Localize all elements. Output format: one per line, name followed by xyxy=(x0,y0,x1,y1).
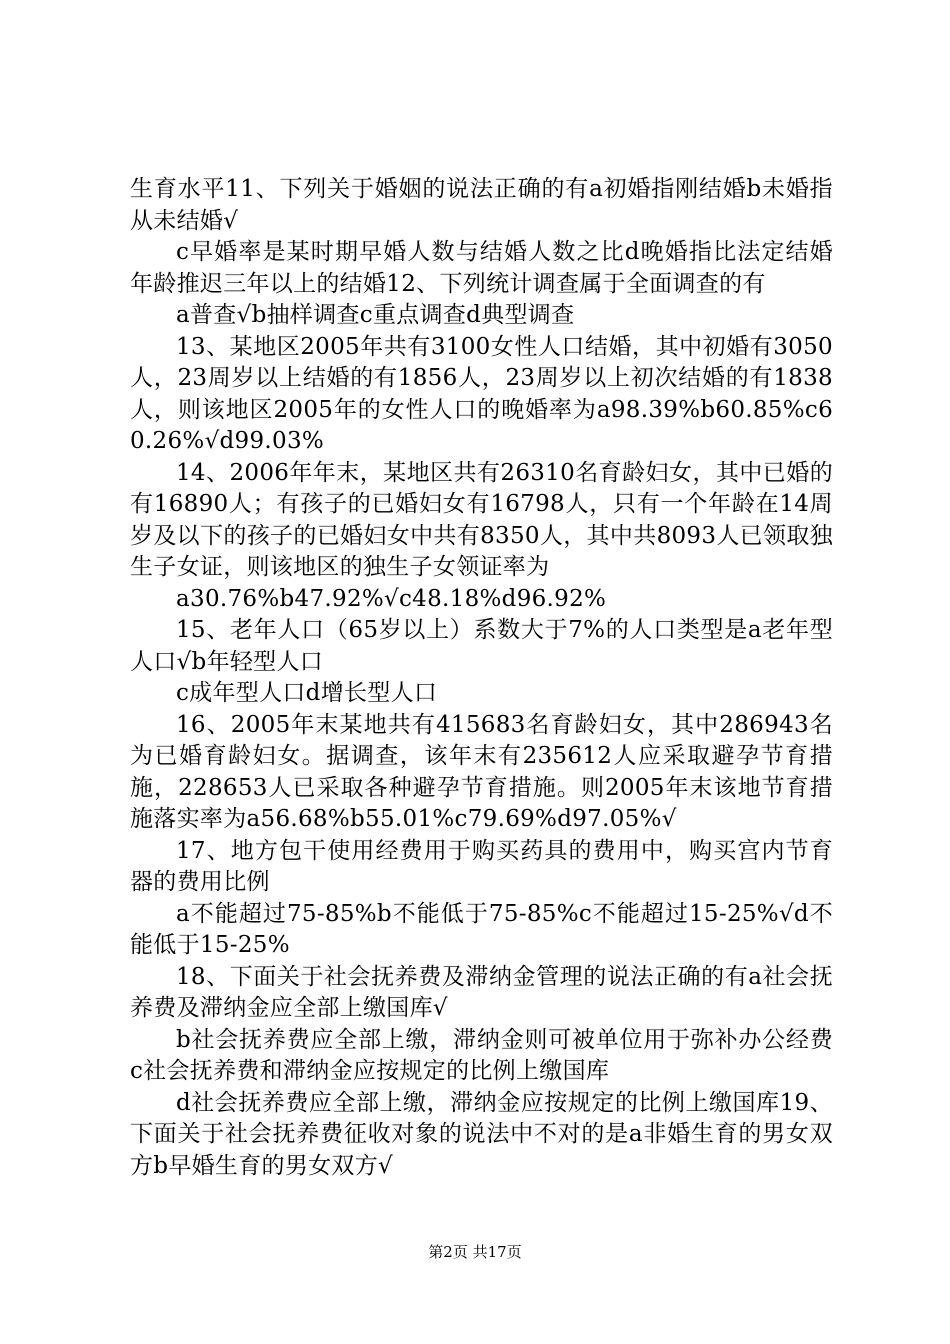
paragraph-4: 13、某地区2005年共有3100女性人口结婚，其中初婚有3050人，23周岁以上结婚的有1856人，23周岁以上初次结婚的有1838人，则该地区2005年的女性人口的晚婚率为a98.39%b60.85%c60.26%√d99.03% xyxy=(130,333,833,454)
paragraph-9: 16、2005年末某地共有415683名育龄妇女，其中286943名为已婚育龄妇女。据调查，该年末有235612人应采取避孕节育措施，228653人已采取各种避孕节育措施。则2005年末该地节育措施落实率为a56.68%b55.01%c79.69%d97.05%√ xyxy=(130,711,833,832)
paragraph-8: c成年型人口d增长型人口 xyxy=(176,680,438,706)
paragraph-5: 14、2006年年末，某地区共有26310名育龄妇女，其中已婚的有16890人；有孩子的已婚妇女有16798人，只有一个年龄在14周岁及以下的孩子的已婚妇女中共有8350人，其中共8093人已领取独生子女证，则该地区的独生子女领证率为 xyxy=(130,459,833,580)
paragraph-6: a30.76%b47.92%√c48.18%d96.92% xyxy=(176,585,607,612)
paragraph-10: 17、地方包干使用经费用于购买药具的费用中，购买宫内节育器的费用比例 xyxy=(130,837,833,895)
paragraph-12: 18、下面关于社会抚养费及滞纳金管理的说法正确的有a社会抚养费及滞纳金应全部上缴国库√ xyxy=(130,963,833,1021)
paragraph-1: 生育水平11、下列关于婚姻的说法正确的有a初婚指刚结婚b未婚指从未结婚√ xyxy=(130,176,833,234)
paragraph-11: a不能超过75-85%b不能低于75-85%c不能超过15-25%√d不能低于15-25% xyxy=(130,900,833,958)
paragraph-14: d社会抚养费应全部上缴，滞纳金应按规定的比例上缴国库19、下面关于社会抚养费征收对象的说法中不对的是a非婚生育的男女双方b早婚生育的男女双方√ xyxy=(130,1089,833,1179)
page-number-label: 第2页 共17页 xyxy=(428,1243,522,1261)
paragraph-7: 15、老年人口（65岁以上）系数大于7%的人口类型是a老年型人口√b年轻型人口 xyxy=(130,617,833,675)
page-footer xyxy=(0,1242,950,1262)
document-body xyxy=(130,174,833,1182)
paragraph-2: c早婚率是某时期早婚人数与结婚人数之比d晚婚指比法定结婚年龄推迟三年以上的结婚12、下列统计调查属于全面调查的有 xyxy=(130,239,833,297)
paragraph-3: a普查√b抽样调查c重点调查d典型调查 xyxy=(176,302,575,328)
paragraph-13: b社会抚养费应全部上缴，滞纳金则可被单位用于弥补办公经费c社会抚养费和滞纳金应按规定的比例上缴国库 xyxy=(130,1026,833,1084)
